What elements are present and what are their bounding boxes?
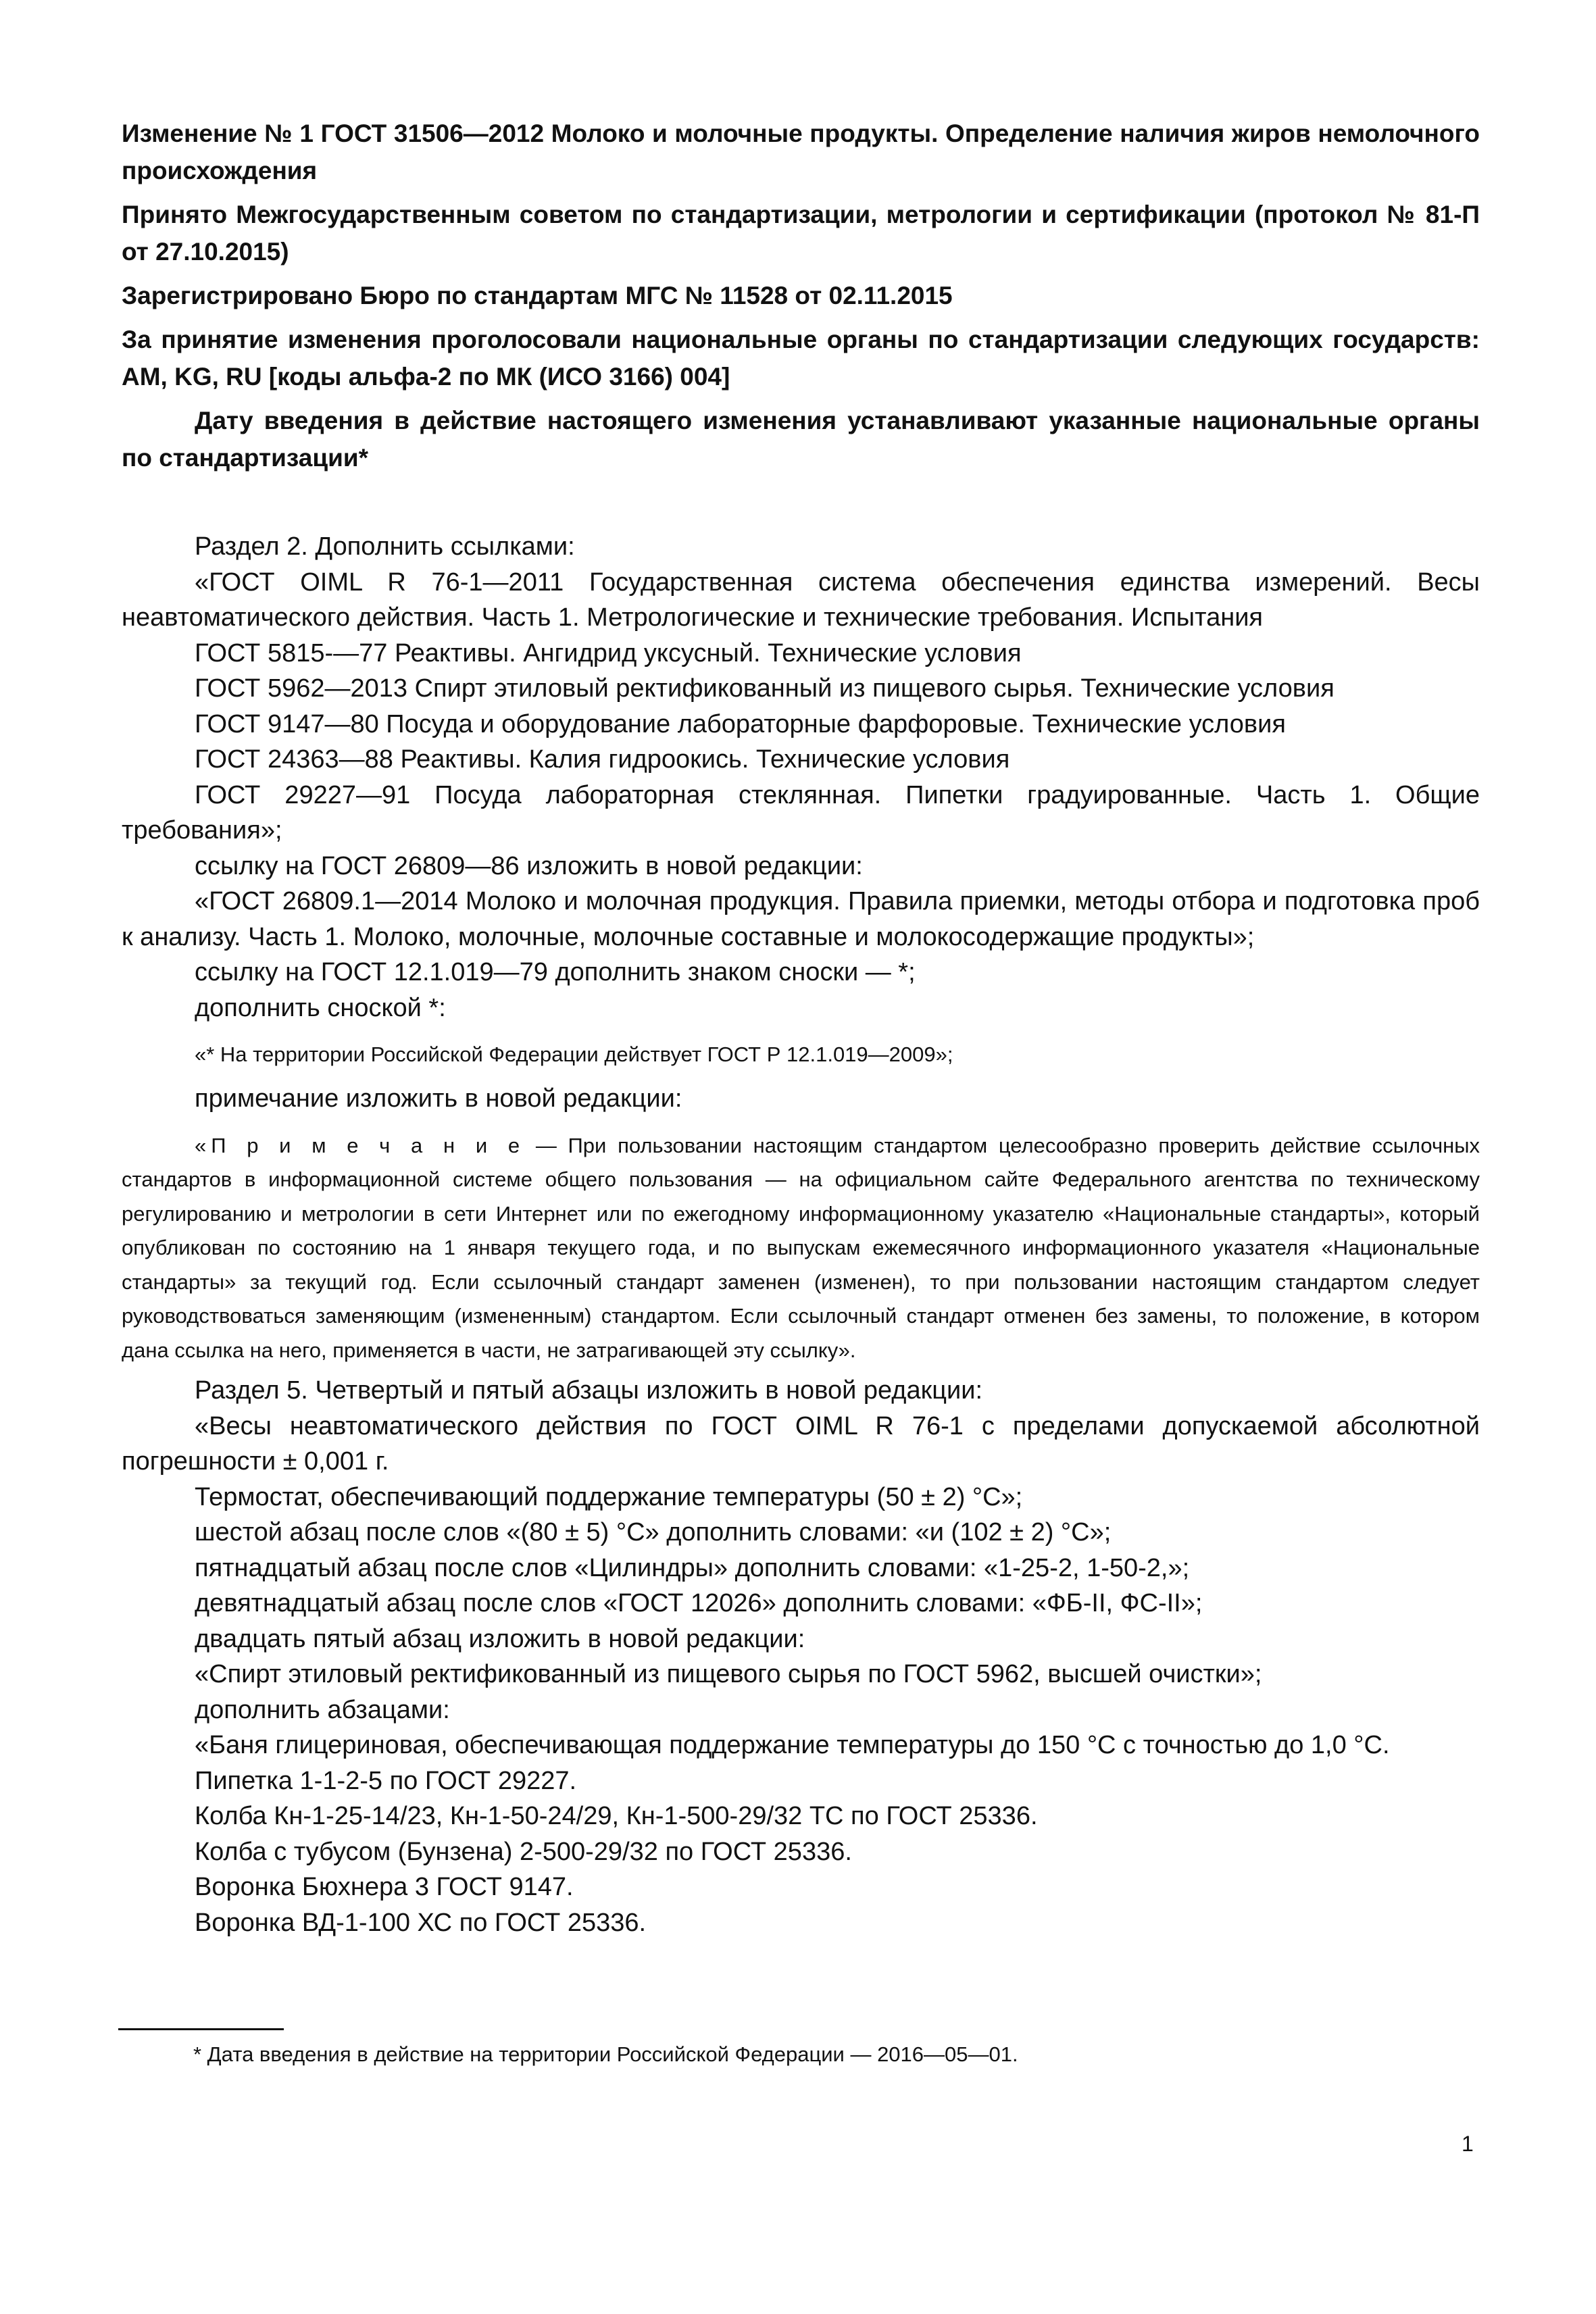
reference-item: ГОСТ 5815-—77 Реактивы. Ангидрид уксусный. Технические условия <box>195 638 1022 668</box>
thermostat-paragraph: Термостат, обеспечивающий поддержание температуры (50 ± 2) °С»; <box>195 1482 1023 1511</box>
ref-12-1-019: ссылку на ГОСТ 12.1.019—79 дополнить знаком сноски — *; <box>195 958 916 986</box>
change-title: Изменение № 1 ГОСТ 31506—2012 Молоко и молочные продукты. Определение наличия жиров немолочного происхождения <box>122 120 1480 184</box>
footnote: * Дата введения в действие на территории Российской Федерации — 2016—05—01. <box>193 2042 1018 2066</box>
equipment-item: Колба с тубусом (Бунзена) 2-500-29/32 по ГОСТ 25336. <box>195 1837 852 1866</box>
footnote-separator <box>118 2028 284 2030</box>
section-5-amendments <box>122 1373 1480 1940</box>
equipment-item: Воронка Бюхнера 3 ГОСТ 9147. <box>195 1873 574 1901</box>
reference-item: ГОСТ 5962—2013 Спирт этиловый ректификованный из пищевого сырья. Технические условия <box>195 674 1335 703</box>
adopted-statement: Принято Межгосударственным советом по стандартизации, метрологии и сертификации (протокол № 81-П от 27.10.2015) <box>122 201 1480 266</box>
para-25-intro: двадцать пятый абзац изложить в новой редакции: <box>195 1624 805 1653</box>
equipment-item: Колба Кн-1-25-14/23, Кн-1-50-24/29, Кн-1-500-29/32 ТС по ГОСТ 25336. <box>195 1802 1038 1830</box>
reference-item: ГОСТ 9147—80 Посуда и оборудование лабораторные фарфоровые. Технические условия <box>195 709 1286 738</box>
note-block <box>122 1129 1480 1368</box>
equipment-item: Воронка ВД-1-100 ХС по ГОСТ 25336. <box>195 1908 647 1937</box>
voting-statement: За принятие изменения проголосовали национальные органы по стандартизации следующих государств: AM, KG, RU [коды альфа-2 по МК (ИСО 3166) 004] <box>122 326 1480 391</box>
page-number: 1 <box>1462 2132 1474 2156</box>
section-2-intro: Раздел 2. Дополнить ссылками: <box>195 532 575 561</box>
section-5-intro: Раздел 5. Четвертый и пятый абзацы изложить в новой редакции: <box>195 1376 983 1405</box>
scales-paragraph: «Весы неавтоматического действия по ГОСТ OIML R 76-1 с пределами допускаемой абсолютной погрешности ± 0,001 г. <box>122 1411 1480 1476</box>
ref-26809-intro: ссылку на ГОСТ 26809—86 изложить в новой редакции: <box>195 851 863 880</box>
add-footnote-instruction: дополнить сноской *: <box>195 993 446 1022</box>
reference-item: «ГОСТ OIML R 76-1—2011 Государственная система обеспечения единства измерений. Весы неавтоматического действия. Часть 1. Метрологические и технические требования. Испытания <box>122 568 1480 632</box>
footnote-quote: «* На территории Российской Федерации действует ГОСТ Р 12.1.019—2009»; <box>195 1042 953 1066</box>
note-label: «П р и м е ч а н и е <box>195 1133 525 1157</box>
section-2-amendments <box>122 529 1480 1026</box>
note-text: — При пользовании настоящим стандартом целесообразно проверить действие ссылочных стандартов в информационной системе общего пользования — на официальном сайте Федерального агентства по техническому регулированию и метрологии в сети Интернет или по ежегодному информационному указателю «Национальные стандарты», который опубликован по состоянию на 1 января текущего года, и по выпускам ежемесячного информационного указателя «Национальные стандарты» за текущий год. Если ссылочный стандарт заменен (изменен), то при пользовании настоящим стандартом следует руководствоваться заменяющим (измененным) стандартом. Если ссылочный стандарт отменен без замены, то положение, в котором дана ссылка на него, применяется в части, не затрагивающей эту ссылку». <box>122 1133 1480 1362</box>
equipment-item: Пипетка 1-1-2-5 по ГОСТ 29227. <box>195 1766 577 1795</box>
reference-item: ГОСТ 29227—91 Посуда лабораторная стеклянная. Пипетки градуированные. Часть 1. Общие требования»; <box>122 780 1480 845</box>
document-page <box>122 115 1480 1940</box>
para-25-text: «Спирт этиловый ректификованный из пищевого сырья по ГОСТ 5962, высшей очистки»; <box>195 1660 1262 1688</box>
para-15-instruction: пятнадцатый абзац после слов «Цилиндры» дополнить словами: «1-25-2, 1-50-2,»; <box>195 1553 1190 1582</box>
reference-item: ГОСТ 24363—88 Реактивы. Калия гидроокись. Технические условия <box>195 745 1010 774</box>
ref-26809-text: «ГОСТ 26809.1—2014 Молоко и молочная продукция. Правила приемки, методы отбора и подготовка проб к анализу. Часть 1. Молоко, молочные, молочные составные и молокосодержащие продукты»; <box>122 887 1480 951</box>
effective-date-statement: Дату введения в действие настоящего изменения устанавливают указанные национальные органы по стандартизации* <box>122 407 1480 472</box>
registration-statement: Зарегистрировано Бюро по стандартам МГС № 11528 от 02.11.2015 <box>122 282 953 309</box>
para-19-instruction: девятнадцатый абзац после слов «ГОСТ 12026» дополнить словами: «ФБ-II, ФС-II»; <box>195 1589 1203 1617</box>
add-paras-instruction: дополнить абзацами: <box>195 1695 450 1724</box>
para-6-instruction: шестой абзац после слов «(80 ± 5) °С» дополнить словами: «и (102 ± 2) °С»; <box>195 1518 1112 1546</box>
note-intro: примечание изложить в новой редакции: <box>195 1084 682 1113</box>
equipment-item: «Баня глицериновая, обеспечивающая поддержание температуры до 150 °С с точностью до 1,0 °С. <box>195 1731 1390 1759</box>
